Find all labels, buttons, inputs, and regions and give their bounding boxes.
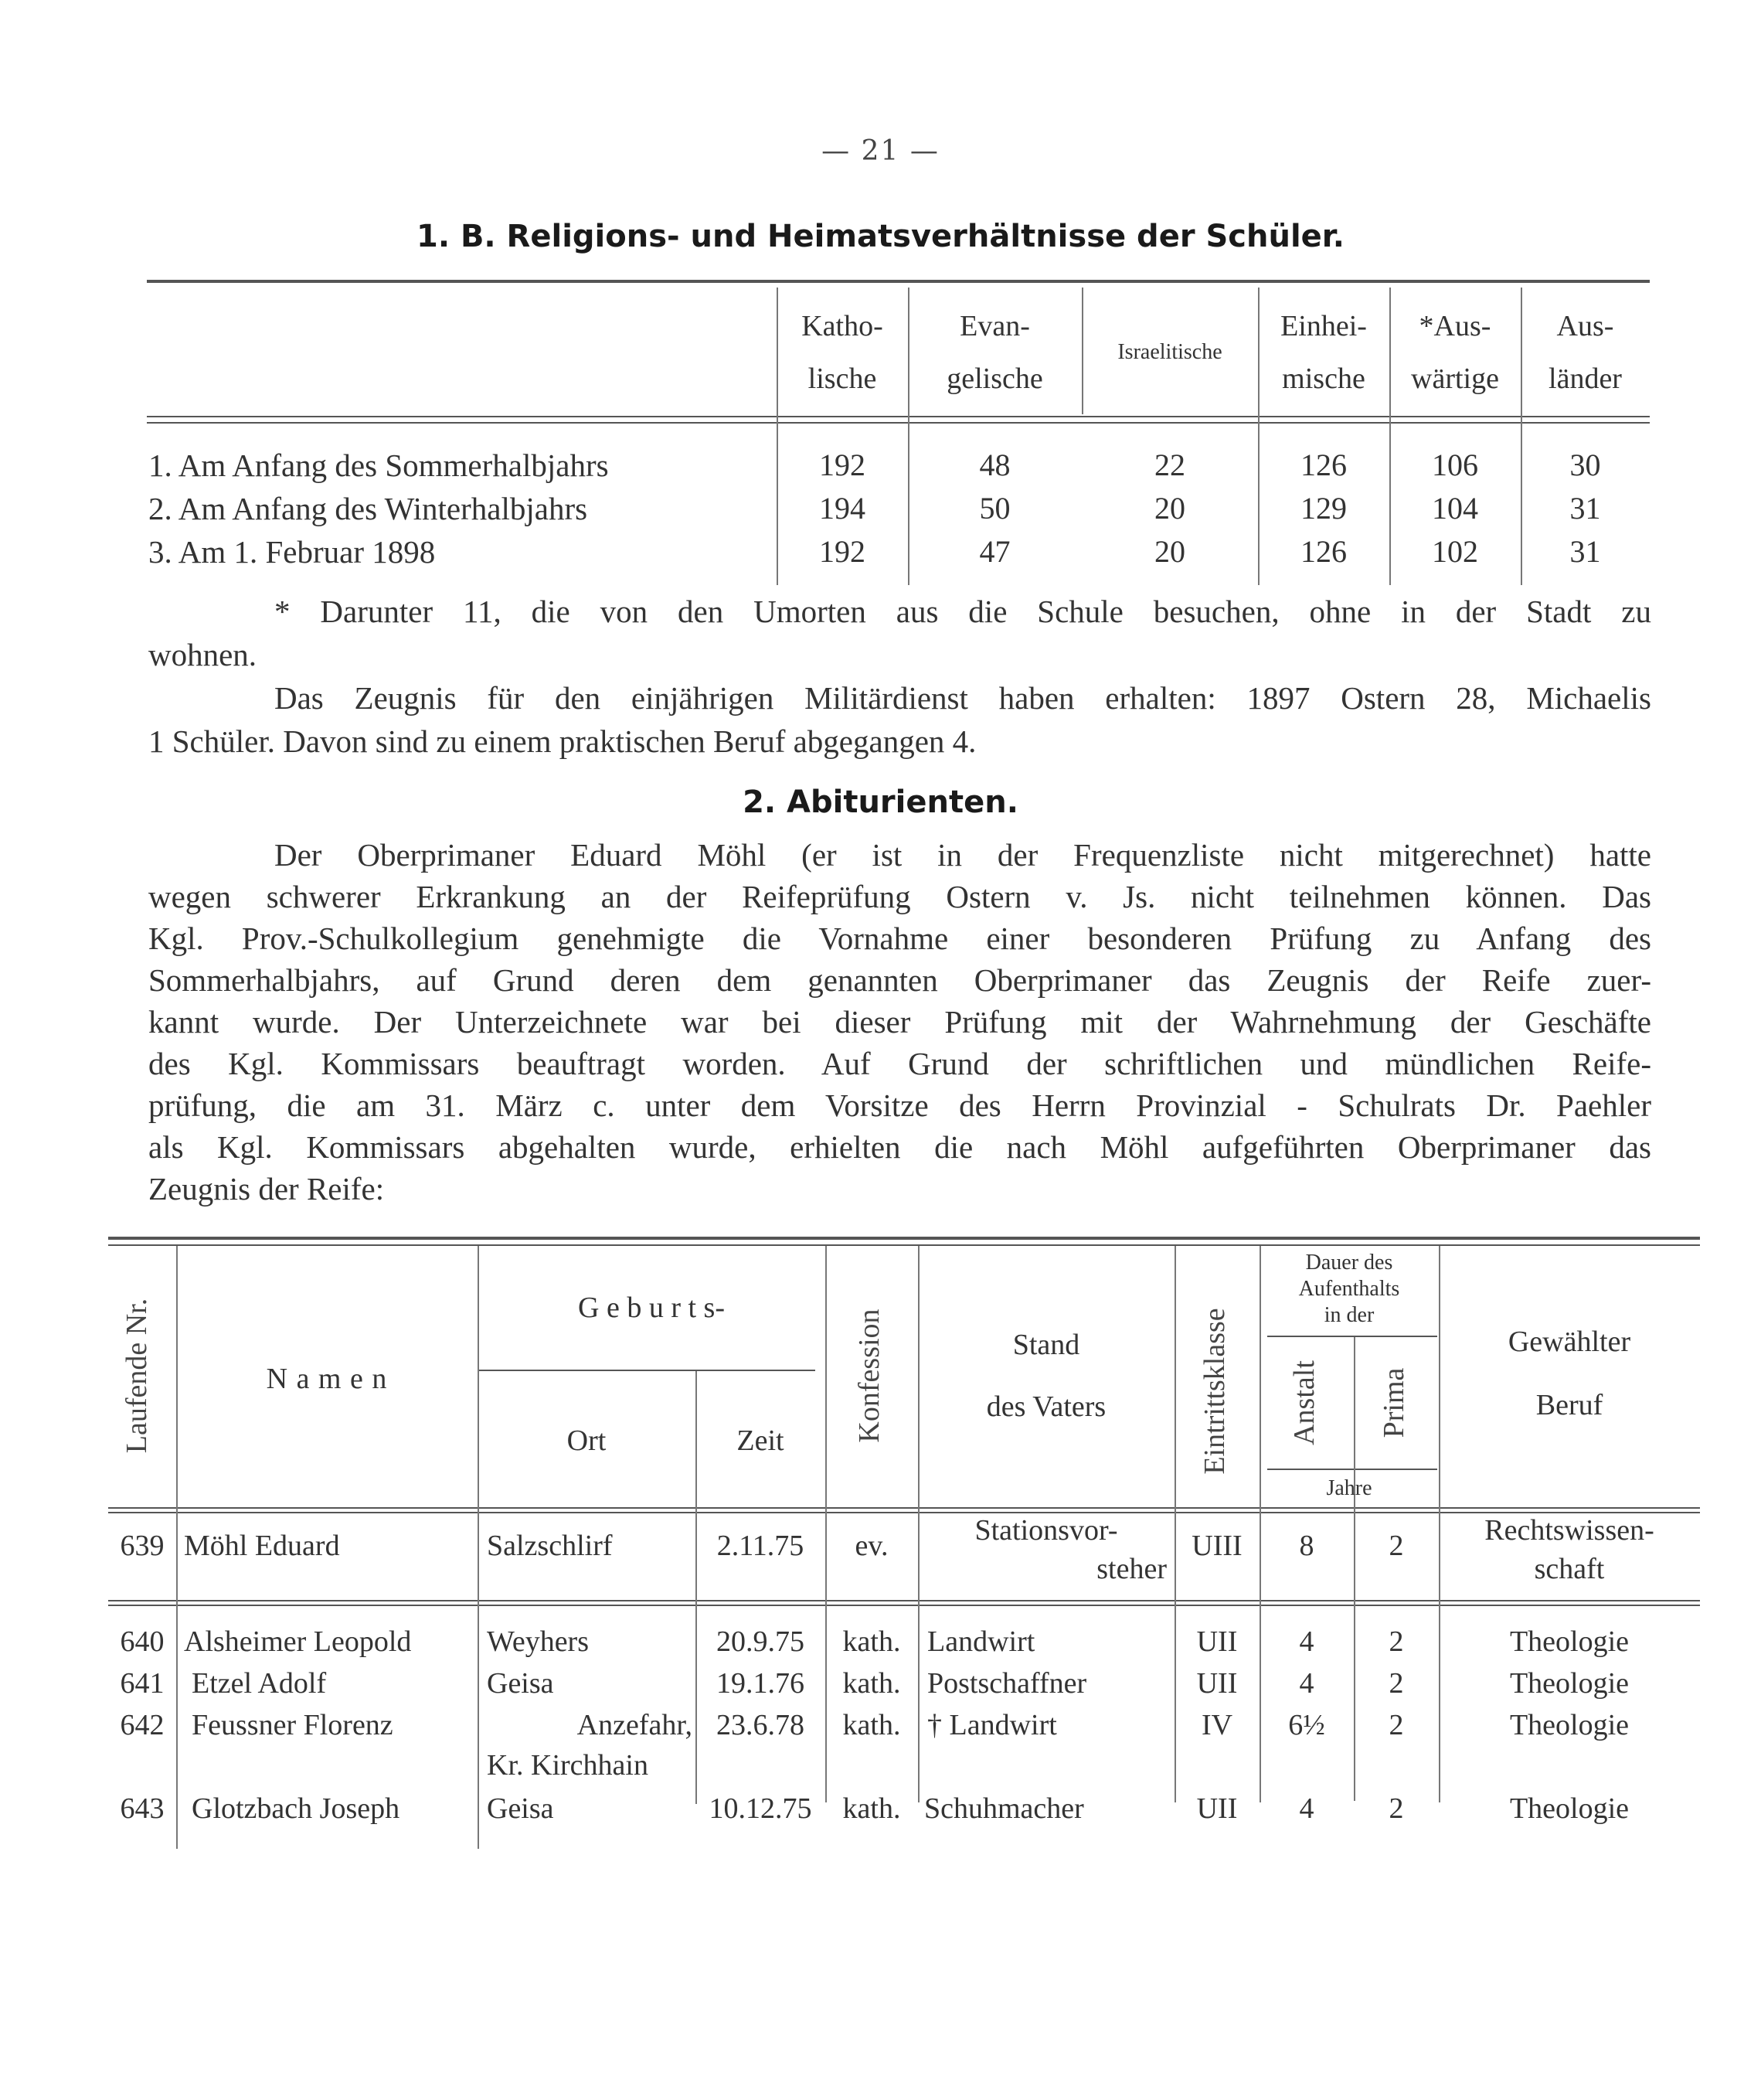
cell-klasse: UII: [1196, 1792, 1238, 1825]
paragraph-line: Kgl. Prov.-Schulkollegium genehmigte die Vornahme einer besonderen Prüfung zu Anfang des: [148, 921, 1651, 956]
cell-anstalt: 8: [1299, 1530, 1314, 1562]
row-label: 3. Am 1. Februar 1898: [148, 534, 436, 570]
cell-anstalt: 4: [1299, 1667, 1314, 1700]
cell-klasse: UII: [1196, 1667, 1238, 1700]
cell-ort: Geisa: [487, 1667, 554, 1700]
paragraph-line: Sommerhalbjahrs, auf Grund deren dem genannten Oberprimaner das Zeugnis der Reife zuer-: [148, 962, 1651, 998]
value-cell: 192: [819, 534, 865, 569]
cell-konfession: kath.: [842, 1667, 901, 1700]
header-evangelische-1: Evan-: [960, 310, 1030, 342]
col-divider: [478, 1246, 479, 1849]
value-cell: 126: [1300, 448, 1347, 482]
header-geburts: G e b u r t s-: [578, 1292, 725, 1324]
cell-nr: 640: [120, 1625, 165, 1658]
paragraph-line: prüfung, die am 31. März c. unter dem Vorsitze des Herrn Provinzial - Schulrats Dr. Paehler: [148, 1087, 1651, 1123]
value-cell: 129: [1300, 491, 1347, 526]
cell-stand: † Landwirt: [927, 1709, 1057, 1741]
table-top-rule: [108, 1237, 1700, 1240]
cell-ort-2: Kr. Kirchhain: [487, 1749, 648, 1782]
cell-zeit: 2.11.75: [716, 1530, 804, 1562]
cell-ort: Salzschlirf: [487, 1530, 613, 1562]
paragraph-line: als Kgl. Kommissars abgehalten wurde, erhielten die nach Möhl aufgeführten Oberprimaner das: [148, 1129, 1651, 1165]
cell-nr: 642: [120, 1709, 165, 1741]
value-cell: 31: [1569, 534, 1601, 569]
cell-ort: Anzefahr,: [576, 1709, 692, 1741]
header-dauer-2: Aufenthalts: [1298, 1277, 1400, 1301]
table-top-rule: [147, 280, 1650, 283]
cell-klasse: UII: [1196, 1625, 1238, 1658]
page-number: — 21 —: [821, 135, 940, 167]
table-top-rule-2: [108, 1244, 1700, 1246]
cell-prima: 2: [1389, 1667, 1404, 1700]
value-cell: 20: [1154, 491, 1185, 526]
cell-stand: Schuhmacher: [924, 1792, 1084, 1825]
footnote-line: * Darunter 11, die von den Umorten aus die Schule besuchen, ohne in der Stadt zu: [274, 594, 1651, 629]
cell-beruf: Theologie: [1509, 1667, 1630, 1700]
header-jahre: Jahre: [1326, 1476, 1372, 1500]
cell-zeit: 23.6.78: [716, 1709, 804, 1741]
cell-stand: Postschaffner: [927, 1667, 1087, 1700]
header-einheimische-1: Einhei-: [1280, 310, 1367, 342]
row-label: 1. Am Anfang des Sommerhalbjahrs: [148, 448, 609, 483]
cell-nr: 639: [120, 1530, 165, 1562]
header-stand-1: Stand: [1012, 1329, 1080, 1361]
header-namen: N a m e n: [266, 1363, 388, 1395]
cell-anstalt: 4: [1299, 1792, 1314, 1825]
cell-anstalt: 6½: [1288, 1709, 1325, 1741]
value-cell: 31: [1569, 491, 1601, 526]
cell-klasse: UIII: [1192, 1530, 1243, 1562]
header-laufende-nr: Laufende Nr.: [121, 1298, 153, 1454]
paragraph-line: des Kgl. Kommissars beauftragt worden. Auf Grund der schriftlichen und mündlichen Reife-: [148, 1046, 1651, 1081]
value-cell: 50: [979, 491, 1011, 526]
value-cell: 22: [1154, 448, 1185, 482]
header-evangelische-2: gelische: [947, 362, 1043, 395]
header-ort: Ort: [566, 1424, 607, 1457]
header-auslaender-2: länder: [1549, 362, 1622, 395]
value-cell: 30: [1569, 448, 1601, 482]
cell-prima: 2: [1389, 1709, 1404, 1741]
section-title-religion: 1. B. Religions- und Heimatsverhältnisse der Schüler.: [416, 219, 1345, 254]
cell-anstalt: 4: [1299, 1625, 1314, 1658]
cell-prima: 2: [1389, 1625, 1404, 1658]
cell-zeit: 10.12.75: [709, 1792, 812, 1825]
cell-konfession: kath.: [842, 1625, 901, 1658]
header-auswaertige-2: wärtige: [1411, 362, 1499, 395]
cell-nr: 641: [120, 1667, 165, 1700]
header-dauer-1: Dauer des: [1305, 1251, 1393, 1275]
row-label: 2. Am Anfang des Winterhalbjahrs: [148, 491, 588, 526]
header-dauer-3: in der: [1324, 1303, 1375, 1327]
col-divider: [176, 1246, 178, 1849]
paragraph-line: wegen schwerer Erkrankung an der Reifeprüfung Ostern v. Js. nicht teilnehmen können. Das: [148, 879, 1651, 914]
cell-beruf: Theologie: [1509, 1625, 1630, 1658]
header-israelitische: Israelitische: [1117, 340, 1222, 364]
cell-konfession: kath.: [842, 1792, 901, 1825]
cell-prima: 2: [1389, 1530, 1404, 1562]
value-cell: 102: [1432, 534, 1478, 569]
cell-prima: 2: [1389, 1792, 1404, 1825]
cell-stand: Landwirt: [927, 1625, 1035, 1658]
header-rule: [147, 416, 1650, 417]
value-cell: 104: [1432, 491, 1478, 526]
cell-konfession: ev.: [855, 1530, 889, 1562]
cell-beruf-2: schaft: [1534, 1553, 1605, 1585]
header-konfession: Konfession: [853, 1309, 886, 1443]
cell-konfession: kath.: [842, 1709, 901, 1741]
paragraph-line: Der Oberprimaner Eduard Möhl (er ist in der Frequenzliste nicht mitgerechnet) hatte: [274, 837, 1651, 873]
cell-ort: Weyhers: [487, 1625, 589, 1658]
cell-nr: 643: [120, 1792, 165, 1825]
value-cell: 106: [1432, 448, 1478, 482]
value-cell: 126: [1300, 534, 1347, 569]
header-beruf-2: Beruf: [1535, 1389, 1603, 1421]
value-cell: 47: [979, 534, 1011, 569]
cell-name: Möhl Eduard: [184, 1530, 340, 1562]
paragraph-line: kannt wurde. Der Unterzeichnete war bei dieser Prüfung mit der Wahrnehmung der Geschäfte: [148, 1004, 1651, 1040]
header-auswaertige-1: *Aus-: [1419, 310, 1491, 342]
cell-name: Etzel Adolf: [192, 1667, 327, 1700]
value-cell: 192: [819, 448, 865, 482]
header-katholische-1: Katho-: [801, 310, 883, 342]
value-cell: 194: [819, 491, 865, 526]
header-auslaender-1: Aus-: [1556, 310, 1614, 342]
cell-stand-1: Stationsvor-: [974, 1514, 1118, 1547]
cell-name: Feussner Florenz: [192, 1709, 393, 1741]
header-bottom-rule: [108, 1507, 1700, 1509]
cell-name: Glotzbach Joseph: [192, 1792, 400, 1825]
value-cell: 48: [979, 448, 1011, 482]
cell-klasse: IV: [1201, 1709, 1233, 1741]
cell-beruf: Theologie: [1509, 1792, 1630, 1825]
header-beruf-1: Gewählter: [1508, 1326, 1631, 1358]
header-katholische-2: lische: [807, 362, 877, 395]
header-einheimische-2: mische: [1282, 362, 1365, 395]
value-cell: 20: [1154, 534, 1185, 569]
header-eintrittsklasse: Eintrittsklasse: [1198, 1308, 1231, 1475]
cell-ort: Geisa: [487, 1792, 554, 1825]
section-title-abiturienten: 2. Abiturienten.: [743, 785, 1018, 820]
first-row-bottom-rule-2: [108, 1605, 1700, 1606]
paragraph-line: Zeugnis der Reife:: [148, 1171, 385, 1207]
first-row-bottom-rule: [108, 1600, 1700, 1601]
cell-beruf-1: Rechtswissen-: [1484, 1514, 1654, 1547]
header-zeit: Zeit: [736, 1424, 784, 1457]
paragraph-line: Das Zeugnis für den einjährigen Militärdienst haben erhalten: 1897 Ostern 28, Michaelis: [274, 680, 1651, 716]
header-stand-2: des Vaters: [986, 1390, 1107, 1423]
cell-zeit: 20.9.75: [716, 1625, 804, 1658]
header-anstalt: Anstalt: [1288, 1360, 1321, 1445]
header-rule-2: [147, 422, 1650, 424]
cell-stand-2: steher: [1096, 1553, 1167, 1585]
cell-zeit: 19.1.76: [716, 1667, 804, 1700]
footnote-line: wohnen.: [148, 637, 257, 672]
cell-name: Alsheimer Leopold: [184, 1625, 412, 1658]
geburts-subrule: [479, 1370, 815, 1371]
paragraph-line: 1 Schüler. Davon sind zu einem praktischen Beruf abgegangen 4.: [148, 723, 977, 759]
header-prima: Prima: [1378, 1367, 1410, 1438]
cell-beruf: Theologie: [1509, 1709, 1630, 1741]
